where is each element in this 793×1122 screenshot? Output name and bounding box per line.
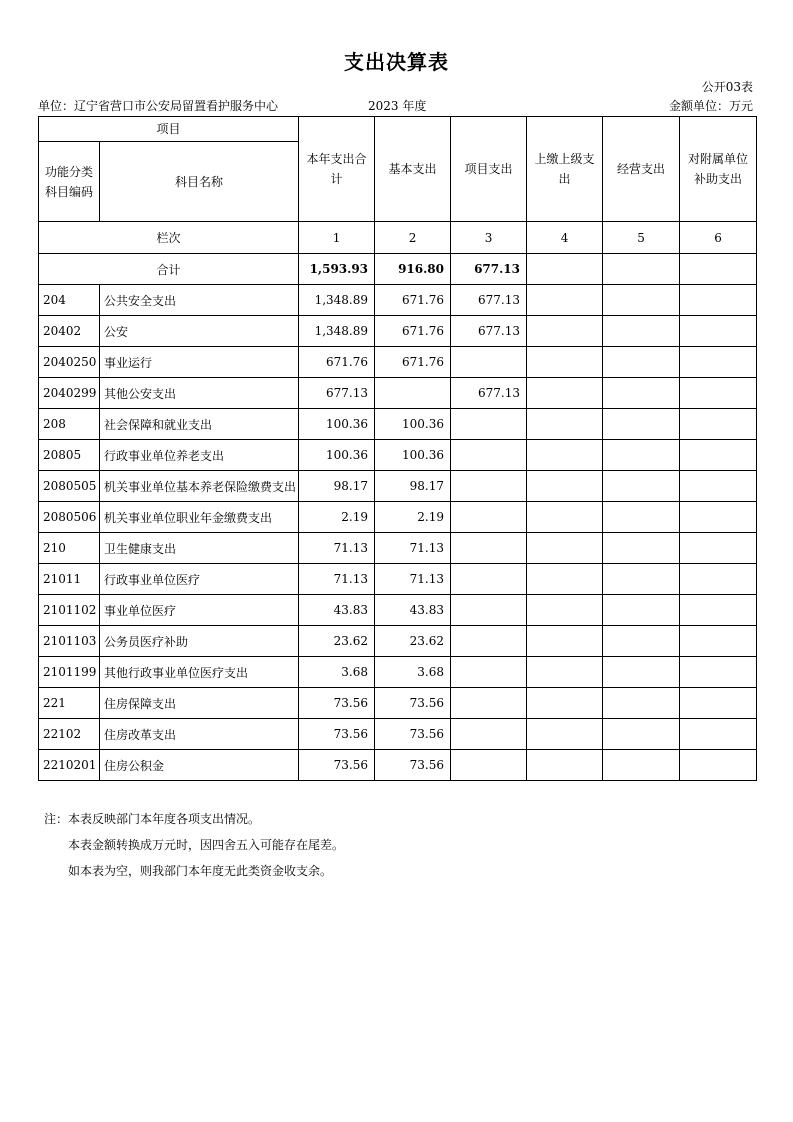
row-subsidy xyxy=(680,378,757,409)
row-upper xyxy=(527,533,603,564)
row-name: 住房保障支出 xyxy=(100,688,299,719)
row-total: 100.36 xyxy=(299,440,375,471)
row-code: 204 xyxy=(39,285,100,316)
row-upper xyxy=(527,564,603,595)
table-row xyxy=(39,378,757,409)
row-business xyxy=(603,719,680,750)
row-business xyxy=(603,595,680,626)
row-business xyxy=(603,626,680,657)
total-subsidy xyxy=(680,254,757,285)
row-business xyxy=(603,688,680,719)
row-total: 671.76 xyxy=(299,347,375,378)
row-business xyxy=(603,502,680,533)
row-upper xyxy=(527,657,603,688)
column-number: 5 xyxy=(603,222,680,254)
row-business xyxy=(603,564,680,595)
row-name: 其他公安支出 xyxy=(100,378,299,409)
column-number: 1 xyxy=(299,222,375,254)
table-row xyxy=(39,440,757,471)
row-business xyxy=(603,409,680,440)
note-line: 注：本表反映部门本年度各项支出情况。 xyxy=(44,812,261,826)
row-subsidy xyxy=(680,409,757,440)
row-code: 2080506 xyxy=(39,502,100,533)
row-business xyxy=(603,750,680,781)
row-project xyxy=(451,750,527,781)
code-header: 功能分类科目编码 xyxy=(39,142,100,222)
row-upper xyxy=(527,688,603,719)
row-code: 21011 xyxy=(39,564,100,595)
table-row xyxy=(39,626,757,657)
row-project xyxy=(451,471,527,502)
column-number: 3 xyxy=(451,222,527,254)
row-project xyxy=(451,657,527,688)
row-upper xyxy=(527,719,603,750)
row-upper xyxy=(527,595,603,626)
row-total: 1,348.89 xyxy=(299,316,375,347)
column-number: 2 xyxy=(375,222,451,254)
row-subsidy xyxy=(680,595,757,626)
business-header: 经营支出 xyxy=(603,117,680,222)
row-subsidy xyxy=(680,626,757,657)
note-line: 本表金额转换成万元时，因四舍五入可能存在尾差。 xyxy=(68,838,345,852)
row-code: 2210201 xyxy=(39,750,100,781)
row-basic: 100.36 xyxy=(375,409,451,440)
row-project xyxy=(451,440,527,471)
row-subsidy xyxy=(680,440,757,471)
row-subsidy xyxy=(680,719,757,750)
row-upper xyxy=(527,502,603,533)
row-project xyxy=(451,564,527,595)
row-code: 2040299 xyxy=(39,378,100,409)
row-name: 行政事业单位养老支出 xyxy=(100,440,299,471)
row-basic: 71.13 xyxy=(375,533,451,564)
row-total: 23.62 xyxy=(299,626,375,657)
row-upper xyxy=(527,440,603,471)
row-total: 98.17 xyxy=(299,471,375,502)
row-basic: 100.36 xyxy=(375,440,451,471)
row-name: 公务员医疗补助 xyxy=(100,626,299,657)
row-name: 公共安全支出 xyxy=(100,285,299,316)
row-subsidy xyxy=(680,347,757,378)
row-subsidy xyxy=(680,316,757,347)
row-code: 221 xyxy=(39,688,100,719)
notes xyxy=(44,806,344,884)
row-subsidy xyxy=(680,750,757,781)
header-row-top xyxy=(39,117,757,142)
table-row xyxy=(39,657,757,688)
row-name: 机关事业单位职业年金缴费支出 xyxy=(100,502,299,533)
row-basic: 43.83 xyxy=(375,595,451,626)
row-total: 1,348.89 xyxy=(299,285,375,316)
total-header: 本年支出合计 xyxy=(299,117,375,222)
row-project xyxy=(451,409,527,440)
row-project xyxy=(451,688,527,719)
row-basic: 71.13 xyxy=(375,564,451,595)
row-project: 677.13 xyxy=(451,378,527,409)
row-subsidy xyxy=(680,502,757,533)
row-basic: 671.76 xyxy=(375,285,451,316)
row-name: 社会保障和就业支出 xyxy=(100,409,299,440)
row-total: 3.68 xyxy=(299,657,375,688)
row-total: 71.13 xyxy=(299,564,375,595)
row-business xyxy=(603,657,680,688)
row-total: 73.56 xyxy=(299,688,375,719)
table-row xyxy=(39,347,757,378)
table-row xyxy=(39,502,757,533)
row-project xyxy=(451,719,527,750)
unit-label: 单位：辽宁省营口市公安局留置看护服务中心 xyxy=(38,99,279,113)
row-basic: 73.56 xyxy=(375,750,451,781)
row-name: 事业运行 xyxy=(100,347,299,378)
table-row xyxy=(39,688,757,719)
row-subsidy xyxy=(680,471,757,502)
row-basic: 73.56 xyxy=(375,688,451,719)
row-code: 208 xyxy=(39,409,100,440)
total-label: 合计 xyxy=(39,254,299,285)
total-row xyxy=(39,254,757,285)
row-total: 677.13 xyxy=(299,378,375,409)
row-project xyxy=(451,347,527,378)
row-business xyxy=(603,440,680,471)
row-basic: 3.68 xyxy=(375,657,451,688)
total-amount: 1,593.93 xyxy=(299,254,375,285)
total-business xyxy=(603,254,680,285)
row-business xyxy=(603,378,680,409)
table-row xyxy=(39,564,757,595)
row-subsidy xyxy=(680,564,757,595)
row-code: 2101102 xyxy=(39,595,100,626)
row-project: 677.13 xyxy=(451,285,527,316)
row-subsidy xyxy=(680,688,757,719)
table-row xyxy=(39,285,757,316)
row-code: 20402 xyxy=(39,316,100,347)
row-business xyxy=(603,471,680,502)
row-upper xyxy=(527,378,603,409)
row-subsidy xyxy=(680,533,757,564)
row-upper xyxy=(527,409,603,440)
row-basic: 2.19 xyxy=(375,502,451,533)
table-row xyxy=(39,595,757,626)
row-total: 73.56 xyxy=(299,719,375,750)
project-header: 项目支出 xyxy=(451,117,527,222)
row-code: 210 xyxy=(39,533,100,564)
expenditure-table xyxy=(38,116,757,781)
table-row xyxy=(39,719,757,750)
row-total: 43.83 xyxy=(299,595,375,626)
row-project xyxy=(451,533,527,564)
money-unit-label: 金额单位：万元 xyxy=(668,99,753,113)
row-upper xyxy=(527,347,603,378)
row-name: 其他行政事业单位医疗支出 xyxy=(100,657,299,688)
upper-header: 上缴上级支出 xyxy=(527,117,603,222)
row-subsidy xyxy=(680,285,757,316)
row-basic: 23.62 xyxy=(375,626,451,657)
row-code: 2040250 xyxy=(39,347,100,378)
row-business xyxy=(603,533,680,564)
table-row xyxy=(39,533,757,564)
row-basic: 98.17 xyxy=(375,471,451,502)
row-project xyxy=(451,595,527,626)
year-label: 2023 年度 xyxy=(368,99,427,113)
table-row xyxy=(39,316,757,347)
row-upper xyxy=(527,750,603,781)
page-title: 支出决算表 xyxy=(344,50,449,74)
row-business xyxy=(603,347,680,378)
row-basic xyxy=(375,378,451,409)
row-code: 20805 xyxy=(39,440,100,471)
row-upper xyxy=(527,471,603,502)
row-name: 公安 xyxy=(100,316,299,347)
row-code: 2101103 xyxy=(39,626,100,657)
form-number: 公开03表 xyxy=(701,80,753,94)
row-name: 卫生健康支出 xyxy=(100,533,299,564)
row-name: 事业单位医疗 xyxy=(100,595,299,626)
row-name: 机关事业单位基本养老保险缴费支出 xyxy=(100,471,299,502)
row-upper xyxy=(527,285,603,316)
table-row xyxy=(39,409,757,440)
column-number: 4 xyxy=(527,222,603,254)
item-group-header: 项目 xyxy=(39,117,299,142)
row-name: 住房改革支出 xyxy=(100,719,299,750)
row-basic: 73.56 xyxy=(375,719,451,750)
row-upper xyxy=(527,626,603,657)
row-basic: 671.76 xyxy=(375,316,451,347)
row-upper xyxy=(527,316,603,347)
row-name: 住房公积金 xyxy=(100,750,299,781)
row-subsidy xyxy=(680,657,757,688)
row-code: 22102 xyxy=(39,719,100,750)
table-row xyxy=(39,471,757,502)
row-project: 677.13 xyxy=(451,316,527,347)
row-business xyxy=(603,316,680,347)
subsidy-header: 对附属单位补助支出 xyxy=(680,117,757,222)
row-code: 2080505 xyxy=(39,471,100,502)
row-code: 2101199 xyxy=(39,657,100,688)
row-total: 73.56 xyxy=(299,750,375,781)
total-upper xyxy=(527,254,603,285)
column-number-label: 栏次 xyxy=(39,222,299,254)
row-name: 行政事业单位医疗 xyxy=(100,564,299,595)
row-basic: 671.76 xyxy=(375,347,451,378)
row-project xyxy=(451,502,527,533)
row-project xyxy=(451,626,527,657)
total-project: 677.13 xyxy=(451,254,527,285)
table-row xyxy=(39,750,757,781)
row-business xyxy=(603,285,680,316)
name-header: 科目名称 xyxy=(100,142,299,222)
basic-header: 基本支出 xyxy=(375,117,451,222)
column-number: 6 xyxy=(680,222,757,254)
row-total: 71.13 xyxy=(299,533,375,564)
row-total: 100.36 xyxy=(299,409,375,440)
row-total: 2.19 xyxy=(299,502,375,533)
note-line: 如本表为空，则我部门本年度无此类资金收支余。 xyxy=(68,864,333,878)
total-basic: 916.80 xyxy=(375,254,451,285)
column-number-row xyxy=(39,222,757,254)
